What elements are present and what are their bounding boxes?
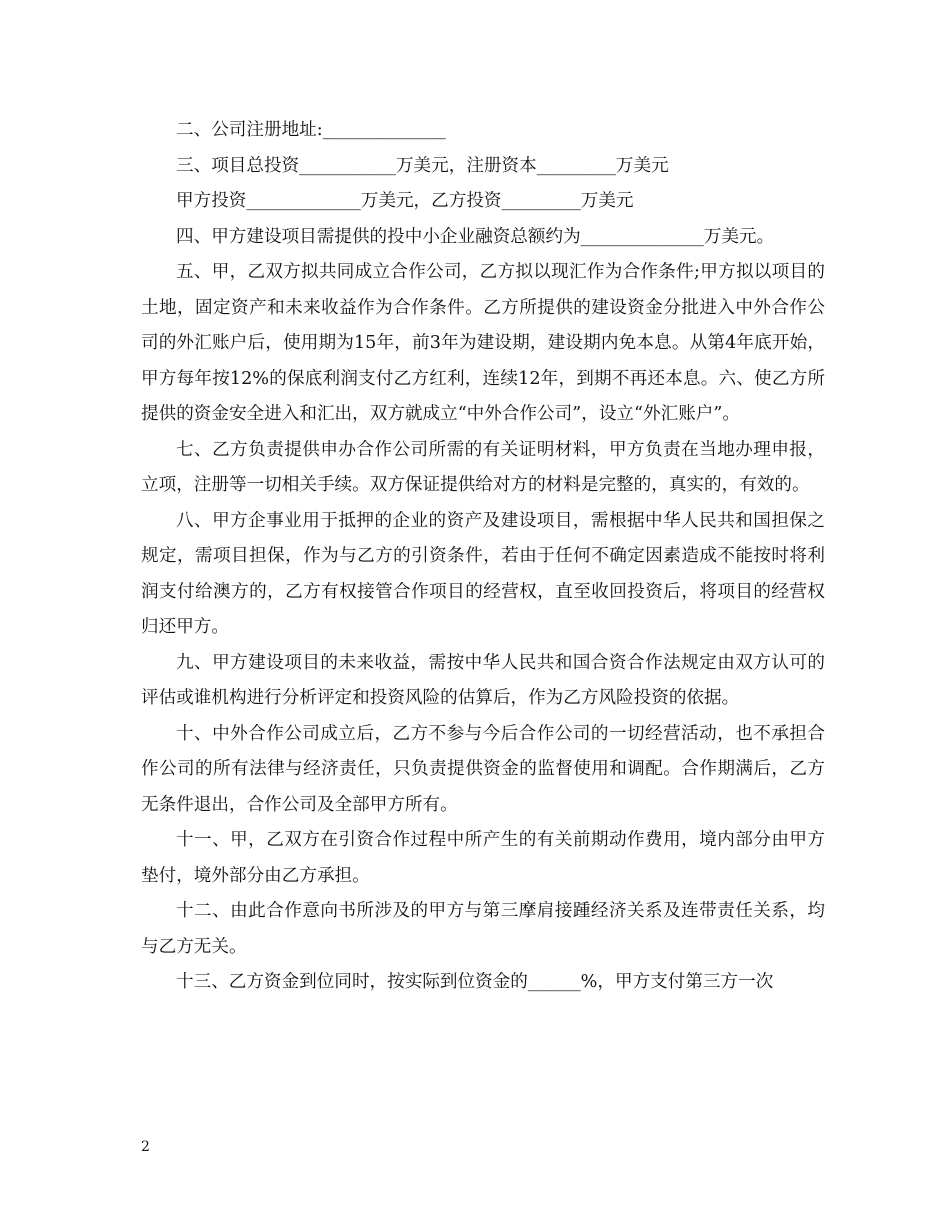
clause-text: %，甲方支付第三方一次 — [580, 972, 774, 992]
clause-financing-amount — [141, 220, 825, 256]
clause-thirteen — [141, 965, 825, 1001]
clause-total-investment — [141, 149, 825, 185]
clause-eleven — [141, 823, 825, 894]
blank-registered-address: ______________ — [322, 120, 446, 140]
clause-registered-address — [141, 113, 825, 149]
clause-text: 万美元，乙方投资 — [360, 191, 502, 211]
blank-financing-amount: ______________ — [580, 226, 704, 247]
blank-percentage: ______ — [527, 972, 581, 992]
clause-text: 二、公司注册地址: — [176, 120, 323, 140]
clause-text: 十、中外合作公司成立后，乙方不参与今后合作公司的一切经营活动，也不承担合作公司的所有法律与经济责任，只负责提供资金的监督使用和调配。合作期满后，乙方无条件退出，合作公司及全部甲方所有。 — [141, 723, 825, 815]
blank-total-investment: ___________ — [299, 155, 396, 176]
clause-seven — [141, 433, 825, 504]
clause-text: 万美元 — [615, 155, 669, 176]
clause-text: 万美元。 — [703, 226, 775, 247]
blank-registered-capital: _________ — [536, 155, 616, 176]
clause-text: 八、甲方企事业用于抵押的企业的资产及建设项目，需根据中华人民共和国担保之规定，需项目担保，作为与乙方的引资条件，若由于任何不确定因素造成不能按时将利润支付给澳方的，乙方有权接管合作项目的经营权，直至收回投资后，将项目的经营权归还甲方。 — [141, 510, 825, 637]
document-body — [141, 113, 825, 1001]
clause-five — [141, 255, 825, 433]
clause-text: 七、乙方负责提供申办合作公司所需的有关证明材料，甲方负责在当地办理申报，立项，注册等一切相关手续。双方保证提供给对方的材料是完整的，真实的，有效的。 — [141, 439, 825, 495]
clause-eight — [141, 504, 825, 646]
clause-text: 万美元 — [580, 191, 634, 211]
clause-text: 甲方投资 — [176, 191, 247, 211]
clause-party-investment — [141, 184, 825, 220]
clause-text: 十一、甲，乙双方在引资合作过程中所产生的有关前期动作费用，境内部分由甲方垫付，境外部分由乙方承担。 — [141, 830, 825, 886]
clause-text: 五、甲，乙双方拟共同成立合作公司，乙方拟以现汇作为合作条件;甲方拟以项目的土地，固定资产和未来收益作为合作条件。乙方所提供的建设资金分批进入中外合作公司的外汇账户后，使用期为15年，前3年为建设期，建设期内免本息。从第4年底开始，甲方每年按12%的保底利润支付乙方红利，连续12年，到期不再还本息。六、使乙方所提供的资金安全进入和汇出，双方就成立“中外合作公司”，设立“外汇账户”。 — [141, 262, 825, 424]
clause-text: 十三、乙方资金到位同时，按实际到位资金的 — [176, 972, 528, 992]
clause-ten — [141, 717, 825, 824]
clause-text: 十二、由此合作意向书所涉及的甲方与第三摩肩接踵经济关系及连带责任关系，均与乙方无关。 — [141, 901, 825, 957]
clause-nine — [141, 646, 825, 717]
page-number: 2 — [141, 1139, 150, 1155]
clause-text: 万美元，注册资本 — [395, 155, 537, 176]
clause-text: 三、项目总投资 — [176, 155, 300, 176]
blank-party-b-investment: _________ — [501, 191, 581, 211]
blank-party-a-investment: _____________ — [246, 191, 361, 211]
clause-text: 九、甲方建设项目的未来收益，需按中华人民共和国合资合作法规定由双方认可的评估或谁机构进行分析评定和投资风险的估算后，作为乙方风险投资的依据。 — [141, 652, 825, 708]
clause-text: 四、甲方建设项目需提供的投中小企业融资总额约为 — [176, 226, 581, 247]
clause-twelve — [141, 894, 825, 965]
